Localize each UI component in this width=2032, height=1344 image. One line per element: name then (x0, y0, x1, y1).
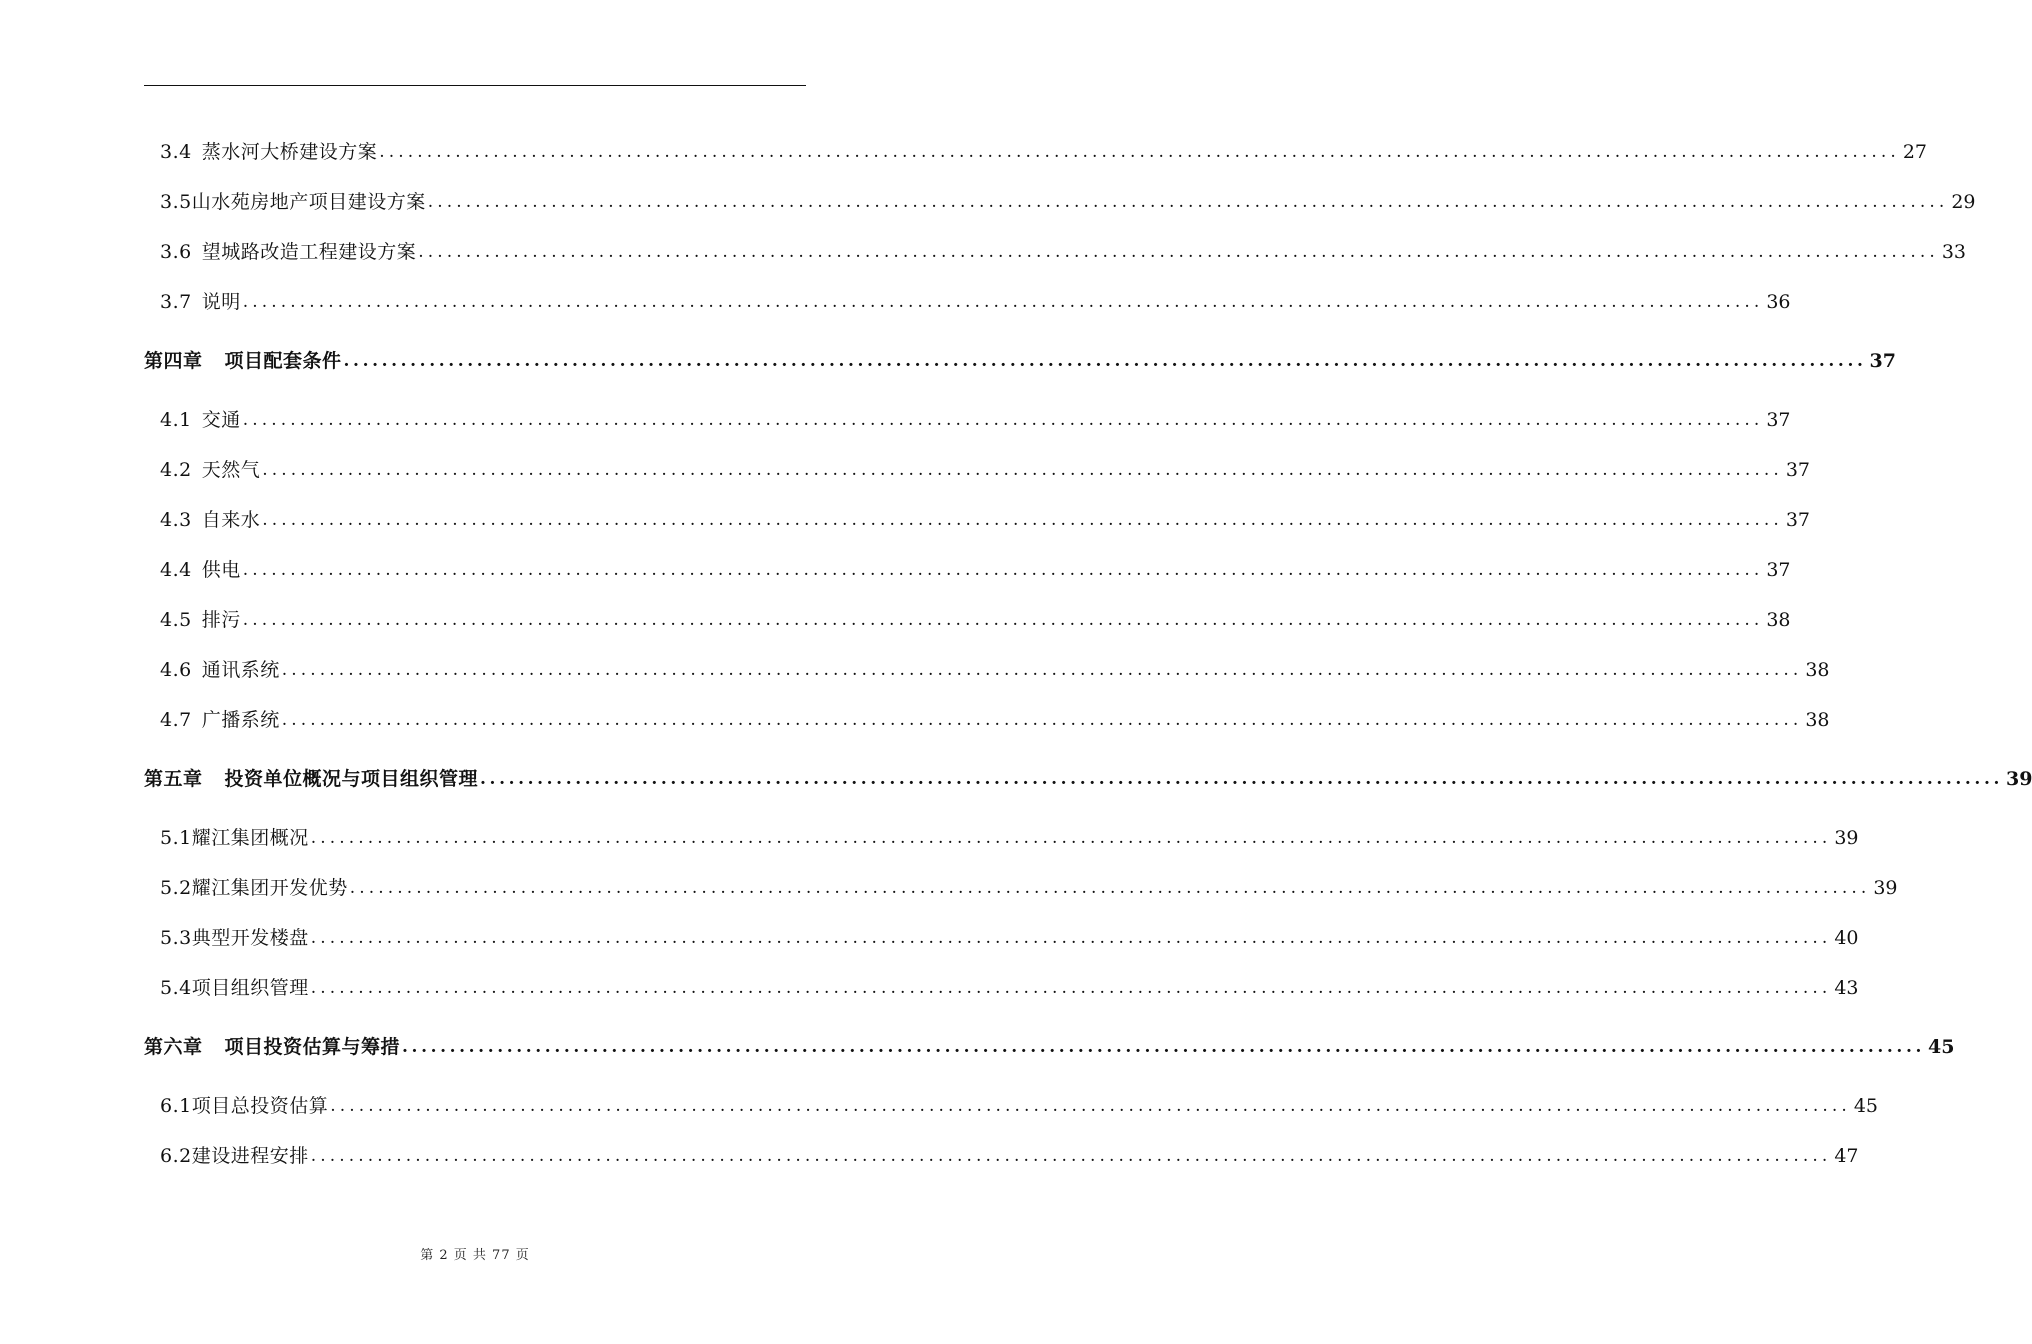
toc-entry-text: 耀江集团开发优势 (191, 877, 348, 899)
toc-entry-text: 天然气 (201, 459, 261, 481)
toc-dot-leader: ................................................................................................................................................................ (427, 192, 1949, 212)
toc-entry-text: 通讯系统 (201, 659, 280, 681)
toc-section-row[interactable] (160, 237, 1967, 267)
toc-entry-text: 广播系统 (201, 709, 280, 731)
toc-page-number: 33 (1941, 241, 1967, 263)
toc-page-number: 45 (1853, 1095, 1879, 1117)
toc-entry-number: 6.1 (160, 1095, 192, 1117)
toc-page-number: 27 (1902, 141, 1928, 163)
toc-entry-number: 3.5 (160, 191, 192, 213)
toc-page-number: 45 (1927, 1036, 1955, 1058)
toc-entry-title (160, 605, 241, 635)
toc-entry-title (160, 137, 377, 167)
toc-dot-leader: ................................................................................................................................................................ (480, 769, 2003, 789)
toc-section-row[interactable] (160, 1091, 1879, 1121)
toc-entry-title (160, 505, 260, 535)
toc-section-row[interactable] (160, 505, 1811, 535)
toc-entry-number: 4.6 (160, 659, 192, 681)
toc-section-row[interactable] (160, 287, 1791, 317)
toc-section-row[interactable] (160, 973, 1859, 1003)
toc-entry-title (160, 873, 348, 903)
toc-entry-text: 建设进程安排 (191, 1145, 309, 1167)
toc-page-number: 37 (1766, 409, 1791, 431)
toc-entry-text: 耀江集团概况 (191, 827, 309, 849)
toc-entry-text: 项目投资估算与筹措 (224, 1036, 401, 1058)
toc-entry-text: 望城路改造工程建设方案 (201, 241, 417, 263)
toc-dot-leader: ................................................................................................................................................................ (242, 292, 1764, 312)
toc-entry-title (144, 1032, 400, 1062)
toc-page-number: 39 (2005, 768, 2032, 790)
toc-entry-number: 第五章 (144, 768, 203, 790)
toc-section-row[interactable] (160, 137, 1928, 167)
toc-dot-leader: ................................................................................................................................................................ (310, 1146, 1832, 1166)
toc-entry-text: 投资单位概况与项目组织管理 (224, 768, 479, 790)
toc-section-row[interactable] (160, 923, 1859, 953)
toc-page-number: 40 (1834, 927, 1859, 949)
toc-section-row[interactable] (160, 605, 1791, 635)
toc-section-row[interactable] (160, 405, 1791, 435)
toc-page-number: 38 (1805, 659, 1830, 681)
toc-entry-title (160, 923, 309, 953)
toc-section-row[interactable] (160, 187, 1976, 217)
toc-dot-leader: ................................................................................................................................................................ (418, 242, 1939, 262)
toc-entry-text: 项目组织管理 (191, 977, 309, 999)
toc-entry-number: 第四章 (144, 350, 203, 372)
toc-page-number: 39 (1834, 827, 1859, 849)
toc-dot-leader: ................................................................................................................................................................ (310, 928, 1832, 948)
toc-page-number: 36 (1766, 291, 1791, 313)
toc-dot-leader: ................................................................................................................................................................ (281, 710, 1803, 730)
toc-entry-number: 4.7 (160, 709, 192, 731)
toc-entry-title (160, 973, 309, 1003)
toc-entry-text: 蒸水河大桥建设方案 (201, 141, 378, 163)
toc-entry-text: 山水苑房地产项目建设方案 (191, 191, 426, 213)
toc-entry-text: 排污 (201, 609, 241, 631)
toc-entry-title (160, 1091, 328, 1121)
toc-entry-title (160, 655, 280, 685)
toc-entry-text: 供电 (201, 559, 241, 581)
toc-entry-number: 5.2 (160, 877, 192, 899)
toc-entry-number: 4.5 (160, 609, 192, 631)
toc-section-row[interactable] (160, 655, 1830, 685)
toc-dot-leader: ................................................................................................................................................................ (281, 660, 1803, 680)
toc-entry-title (160, 187, 426, 217)
toc-dot-leader: ................................................................................................................................................................ (402, 1037, 1925, 1057)
toc-dot-leader: ................................................................................................................................................................ (242, 560, 1764, 580)
toc-entry-text: 项目配套条件 (224, 350, 342, 372)
toc-page-number: 39 (1873, 877, 1898, 899)
toc-section-row[interactable] (160, 823, 1859, 853)
toc-entry-text: 自来水 (201, 509, 261, 531)
toc-entry-number: 第六章 (144, 1036, 203, 1058)
toc-chapter-row[interactable] (144, 1032, 1955, 1062)
toc-dot-leader: ................................................................................................................................................................ (330, 1096, 1851, 1116)
toc-entry-title (160, 405, 241, 435)
toc-section-row[interactable] (160, 1141, 1859, 1171)
toc-page-number: 37 (1766, 559, 1791, 581)
toc-entry-number: 3.6 (160, 241, 192, 263)
toc-entry-number: 5.1 (160, 827, 192, 849)
toc-page-number: 29 (1951, 191, 1976, 213)
page-footer: 第 2 页 共 77 页 (420, 1248, 530, 1263)
toc-page-number: 37 (1785, 459, 1811, 481)
toc-entry-number: 3.4 (160, 141, 192, 163)
toc-entry-number: 6.2 (160, 1145, 192, 1167)
toc-section-row[interactable] (160, 705, 1830, 735)
toc-entry-text: 典型开发楼盘 (191, 927, 309, 949)
toc-entry-title (160, 1141, 309, 1171)
toc-dot-leader: ................................................................................................................................................................ (310, 978, 1832, 998)
toc-section-row[interactable] (160, 555, 1791, 585)
toc-entry-title (160, 287, 241, 317)
toc-entry-number: 5.3 (160, 927, 192, 949)
toc-chapter-row[interactable] (144, 346, 1896, 376)
toc-entry-text: 项目总投资估算 (191, 1095, 329, 1117)
toc-entry-title (160, 823, 309, 853)
toc-page-number: 43 (1834, 977, 1859, 999)
toc-section-row[interactable] (160, 455, 1811, 485)
toc-entry-title (160, 555, 241, 585)
toc-dot-leader: ................................................................................................................................................................ (310, 828, 1832, 848)
toc-chapter-row[interactable] (144, 764, 2032, 794)
toc-page-number: 38 (1766, 609, 1791, 631)
toc-entry-number: 4.4 (160, 559, 192, 581)
toc-entry-title (144, 346, 342, 376)
toc-page-number: 37 (1869, 350, 1896, 372)
toc-dot-leader: ................................................................................................................................................................ (262, 510, 1783, 530)
toc-entry-number: 4.1 (160, 409, 192, 431)
toc-dot-leader: ................................................................................................................................................................ (242, 610, 1764, 630)
toc-page-number: 38 (1805, 709, 1830, 731)
toc-entry-title (160, 705, 280, 735)
toc-dot-leader: ................................................................................................................................................................ (379, 142, 1900, 162)
toc-entry-title (160, 237, 416, 267)
toc-dot-leader: ................................................................................................................................................................ (349, 878, 1871, 898)
toc-entry-text: 说明 (201, 291, 241, 313)
toc-page-number: 37 (1785, 509, 1811, 531)
toc-page-number: 47 (1834, 1145, 1859, 1167)
toc-dot-leader: ................................................................................................................................................................ (242, 410, 1764, 430)
toc-entry-number: 5.4 (160, 977, 192, 999)
toc-entry-text: 交通 (201, 409, 241, 431)
toc-entry-number: 4.3 (160, 509, 192, 531)
toc-dot-leader: ................................................................................................................................................................ (262, 460, 1783, 480)
toc-entry-title (160, 455, 260, 485)
toc-entry-title (144, 764, 478, 794)
toc-entry-number: 3.7 (160, 291, 192, 313)
toc-section-row[interactable] (160, 873, 1898, 903)
toc-dot-leader: ................................................................................................................................................................ (343, 351, 1867, 371)
toc-entry-number: 4.2 (160, 459, 192, 481)
